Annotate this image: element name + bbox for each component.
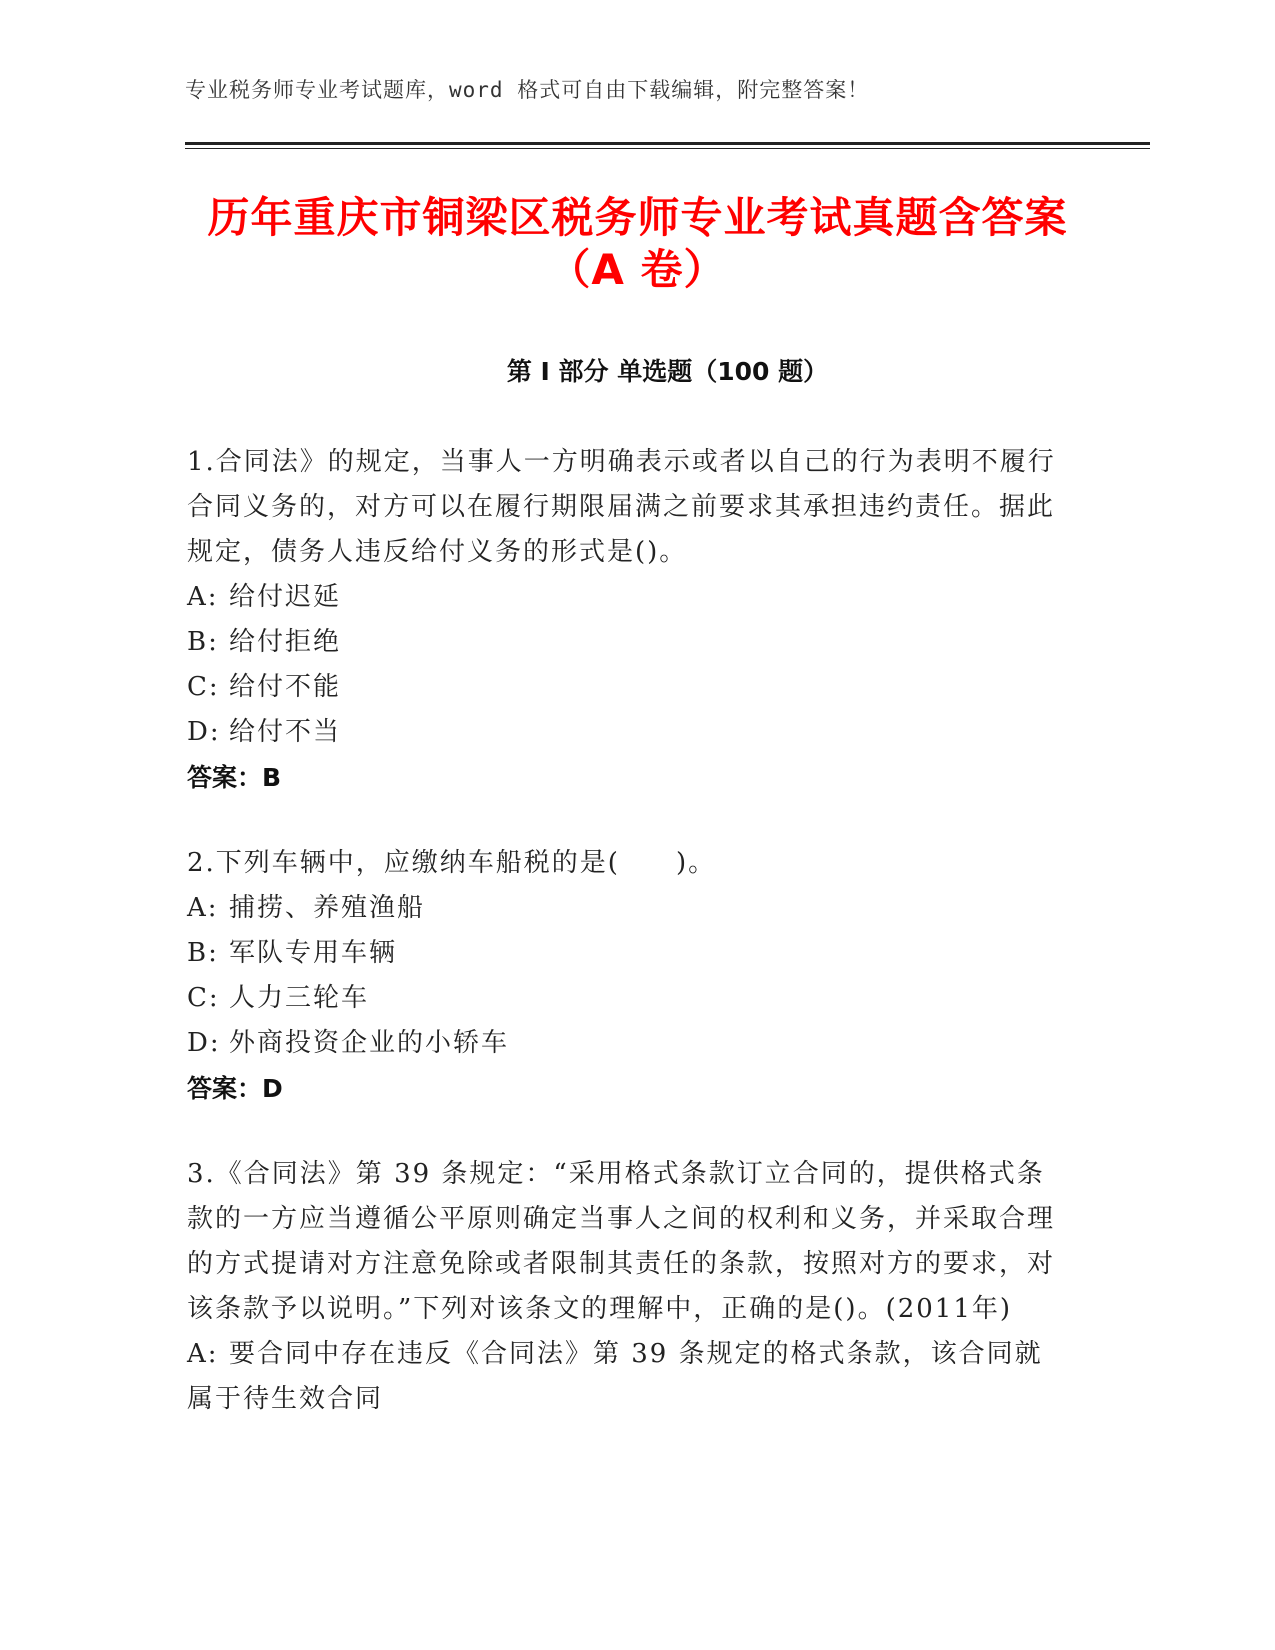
section-title: 第 I 部分 单选题（100 题） bbox=[506, 357, 829, 386]
option-key: C: bbox=[187, 672, 220, 702]
option-key: C: bbox=[187, 983, 220, 1013]
document-title: 历年重庆市铜梁区税务师专业考试真题含答案（A 卷） bbox=[207, 193, 1068, 294]
option-text: 外商投资企业的小轿车 bbox=[229, 1028, 510, 1058]
answer-line: 答案：D bbox=[187, 1074, 283, 1103]
option-text: 给付不能 bbox=[229, 672, 342, 702]
option-key: D: bbox=[187, 1028, 221, 1058]
option-text: 给付拒绝 bbox=[229, 627, 342, 657]
option-key: A: bbox=[187, 1339, 219, 1369]
option-key: A: bbox=[187, 893, 219, 923]
option-text: 给付迟延 bbox=[229, 582, 342, 612]
option-text: 军队专用车辆 bbox=[229, 938, 398, 968]
header-note: 专业税务师专业考试题库，word 格式可自由下载编辑，附完整答案！ bbox=[185, 78, 870, 102]
option-d bbox=[187, 1021, 1067, 1066]
option-a bbox=[187, 1332, 1067, 1422]
option-b bbox=[187, 931, 1067, 976]
option-a bbox=[187, 575, 1067, 620]
option-a bbox=[187, 886, 1067, 931]
option-text: 给付不当 bbox=[229, 717, 342, 747]
option-key: A: bbox=[187, 582, 219, 612]
header-rule-thick bbox=[185, 142, 1150, 145]
question-3 bbox=[187, 1152, 1067, 1422]
question-stem: 3.《合同法》第 39 条规定：“采用格式条款订立合同的，提供格式条款的一方应当遵循公平原则确定当事人之间的权利和义务，并采取合理的方式提请对方注意免除或者限制其责任的条款，按照对方的要求，对该条款予以说明。”下列对该条文的理解中，正确的是()。(2011年) bbox=[187, 1159, 1056, 1324]
option-text: 要合同中存在违反《合同法》第 39 条规定的格式条款，该合同就属于待生效合同 bbox=[187, 1339, 1043, 1414]
question-stem: 1.合同法》的规定，当事人一方明确表示或者以自己的行为表明不履行合同义务的，对方可以在履行期限届满之前要求其承担违约责任。据此规定，债务人违反给付义务的形式是()。 bbox=[187, 447, 1056, 567]
option-key: B: bbox=[187, 938, 219, 968]
option-c bbox=[187, 665, 1067, 710]
option-text: 捕捞、养殖渔船 bbox=[229, 893, 426, 923]
question-1 bbox=[187, 440, 1067, 800]
option-key: D: bbox=[187, 717, 221, 747]
header-rule-thin bbox=[185, 148, 1150, 149]
option-text: 人力三轮车 bbox=[229, 983, 370, 1013]
option-key: B: bbox=[187, 627, 219, 657]
answer-line: 答案：B bbox=[187, 763, 282, 792]
option-d bbox=[187, 710, 1067, 755]
question-list bbox=[187, 440, 1067, 1463]
question-stem: 2.下列车辆中，应缴纳车船税的是( )。 bbox=[187, 848, 717, 878]
option-c bbox=[187, 976, 1067, 1021]
question-2 bbox=[187, 841, 1067, 1111]
option-b bbox=[187, 620, 1067, 665]
